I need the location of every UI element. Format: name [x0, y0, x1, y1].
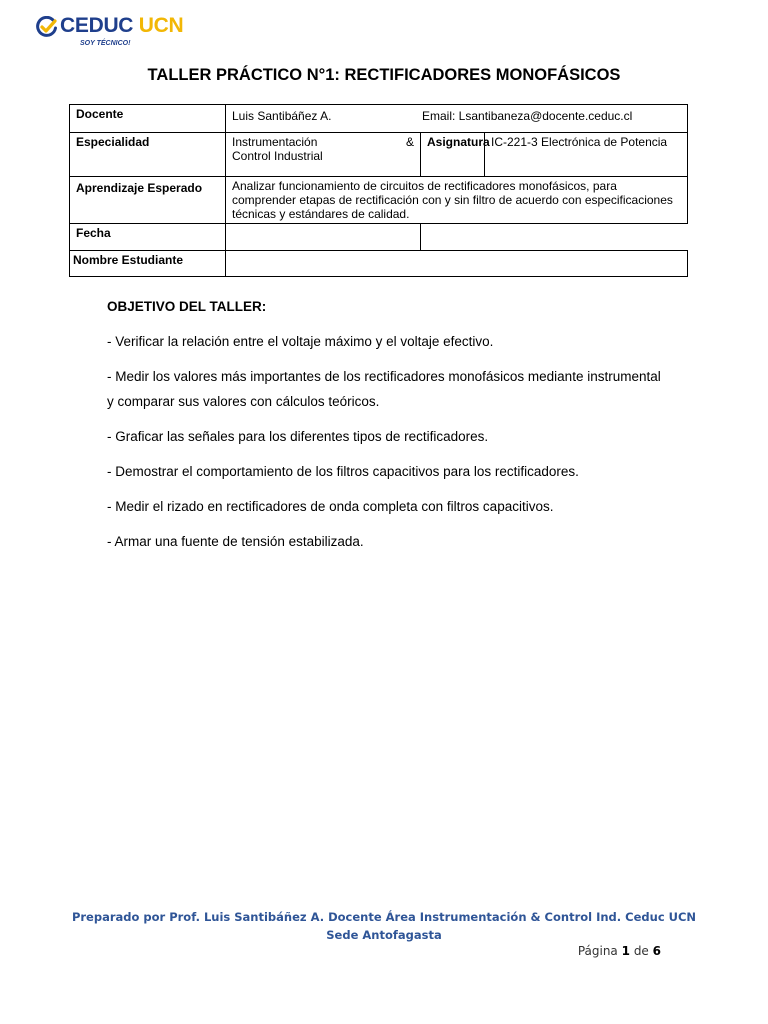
row-docente	[70, 105, 688, 133]
logo-tagline: SOY TÉCNICO!	[80, 40, 131, 47]
asignatura-value: IC-221-3 Electrónica de Potencia	[485, 133, 688, 177]
footer-line2: Sede Antofagasta	[326, 928, 442, 942]
aprendizaje-label: Aprendizaje Esperado	[70, 177, 226, 224]
especialidad-line1: Instrumentación	[232, 135, 318, 149]
objective-item: - Graficar las señales para los diferentes tipos de rectificadores.	[107, 429, 489, 444]
footer-line1: Preparado por Prof. Luis Santibáñez A. Docente Área Instrumentación & Control Ind. Ceduc UCN	[71, 910, 697, 924]
objectives-heading: OBJETIVO DEL TALLER:	[107, 299, 267, 314]
row-estudiante	[70, 251, 688, 277]
objectives-section	[107, 294, 667, 564]
estudiante-value	[226, 251, 688, 277]
fecha-label: Fecha	[70, 224, 226, 251]
objective-item: - Medir el rizado en rectificadores de onda completa con filtros capacitivos.	[107, 499, 554, 514]
page-number: Página 1 de 6	[577, 944, 661, 958]
especialidad-value	[226, 133, 421, 177]
especialidad-amp: &	[405, 135, 414, 149]
info-table	[69, 104, 688, 277]
row-aprendizaje	[70, 177, 688, 224]
fecha-value	[226, 224, 421, 251]
aprendizaje-value: Analizar funcionamiento de circuitos de rectificadores monofásicos, para comprender etapas de rectificación con y sin filtro de acuerdo con especificaciones técnicas y estándares de calidad.	[226, 177, 688, 224]
asignatura-label: Asignatura	[421, 133, 485, 177]
objective-item: - Medir los valores más importantes de los rectificadores monofásicos mediante instrumental y comparar sus valores con cálculos teóricos.	[107, 369, 661, 409]
objective-item: - Demostrar el comportamiento de los filtros capacitivos para los rectificadores.	[107, 464, 579, 479]
logo-brand: CEDUC UCN	[60, 14, 184, 37]
check-circle-icon	[36, 16, 58, 38]
page-footer	[0, 908, 768, 944]
especialidad-line2: Control Industrial	[232, 149, 323, 163]
document-title: TALLER PRÁCTICO N°1: RECTIFICADORES MONOFÁSICOS	[147, 66, 621, 84]
docente-label: Docente	[70, 105, 226, 133]
objective-item: - Verificar la relación entre el voltaje máximo y el voltaje efectivo.	[107, 334, 494, 349]
fecha-extra-cell	[421, 224, 688, 251]
objective-item: - Armar una fuente de tensión estabilizada.	[107, 534, 364, 549]
especialidad-label: Especialidad	[70, 133, 226, 177]
row-especialidad	[70, 133, 688, 177]
email-value: Email: Lsantibaneza@docente.ceduc.cl	[422, 109, 633, 123]
row-fecha	[70, 224, 688, 251]
estudiante-label: Nombre Estudiante	[70, 251, 226, 277]
ceduc-logo	[36, 14, 184, 54]
docente-cell	[226, 105, 688, 133]
docente-value: Luis Santibáñez A.	[232, 109, 332, 123]
